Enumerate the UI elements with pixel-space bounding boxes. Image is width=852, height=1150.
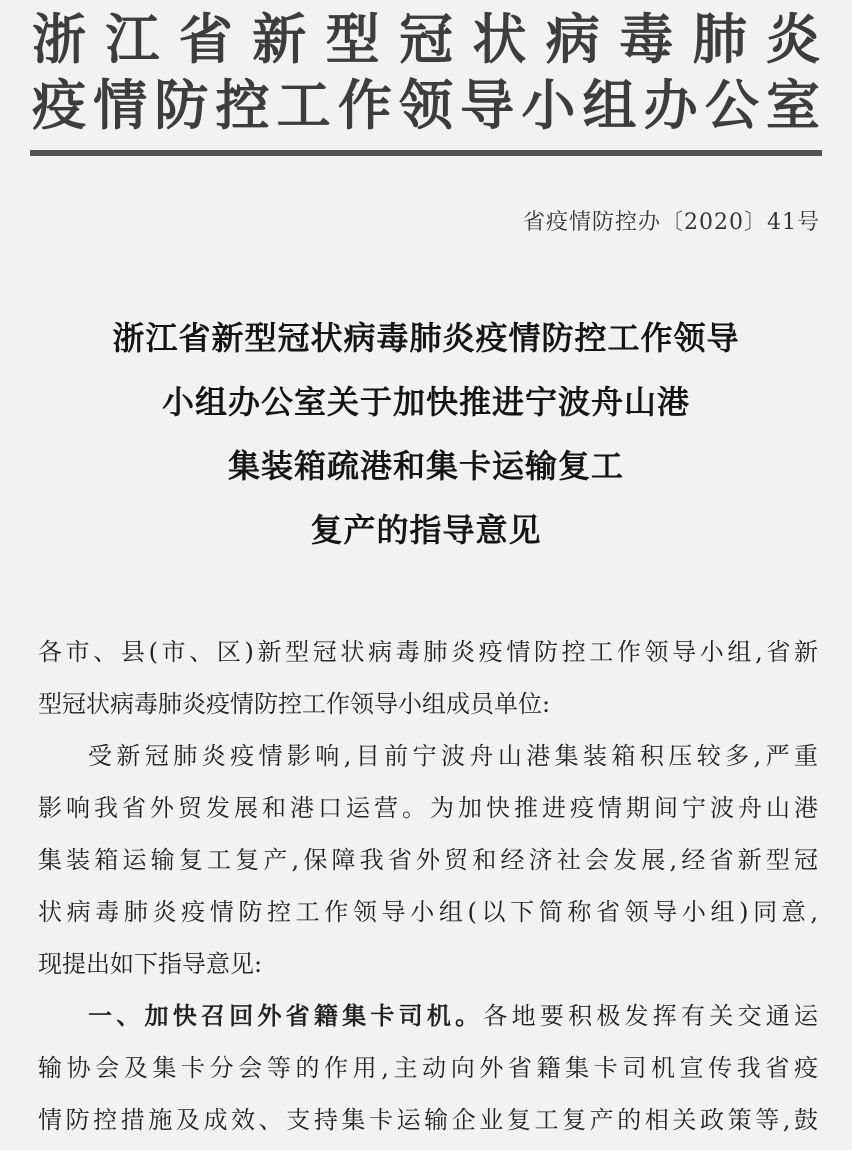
paragraph-1-line-4: 状病毒肺炎疫情防控工作领导小组(以下简称省领导小组)同意,	[38, 898, 818, 926]
title-line-3: 集装箱疏港和集卡运输复工	[227, 447, 624, 485]
addressee-line-1: 各市、县(市、区)新型冠状病毒肺炎疫情防控工作领导小组,省新	[38, 638, 818, 666]
title-line-1: 浙江省新型冠状病毒肺炎疫情防控工作领导	[112, 319, 740, 357]
section-1-heading: 一、加快召回外省籍集卡司机。	[88, 1002, 484, 1030]
header-line-1: 浙江省新型冠状病毒肺炎	[32, 7, 822, 71]
document-body	[38, 626, 818, 1146]
paragraph-1-line-2: 影响我省外贸发展和港口运营。为加快推进疫情期间宁波舟山港	[38, 794, 818, 822]
section-1-line-3: 情防控措施及成效、支持集卡运输企业复工复产的相关政策等,鼓	[38, 1106, 818, 1134]
paragraph-1-line-1: 受新冠肺炎疫情影响,目前宁波舟山港集装箱积压较多,严重	[88, 742, 818, 770]
document-title	[40, 306, 812, 562]
section-1-line-1	[38, 990, 818, 1042]
section-1-line-2: 输协会及集卡分会等的作用,主动向外省籍集卡司机宣传我省疫	[38, 1054, 818, 1082]
title-line-4: 复产的指导意见	[310, 511, 542, 549]
paragraph-1-line-5: 现提出如下指导意见:	[38, 950, 263, 978]
paragraph-1-line-3: 集装箱运输复工复产,保障我省外贸和经济社会发展,经省新型冠	[38, 846, 818, 874]
issuing-office-header	[32, 6, 822, 138]
header-divider	[30, 150, 822, 156]
section-1-line-1-text: 各地要积极发挥有关交通运	[483, 1002, 818, 1030]
header-line-2: 疫情防控工作领导小组办公室	[32, 73, 822, 137]
document-number: 省疫情防控办〔2020〕41号	[523, 210, 820, 235]
title-line-2: 小组办公室关于加快推进宁波舟山港	[161, 383, 690, 421]
addressee-line-2: 型冠状病毒肺炎疫情防控工作领导小组成员单位:	[38, 690, 551, 718]
